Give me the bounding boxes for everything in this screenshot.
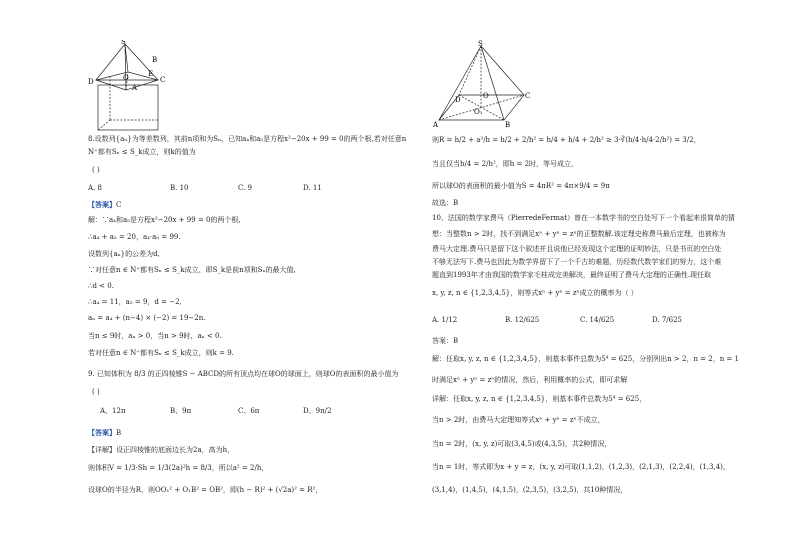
q10-stem-line: 不够无法写下.费马也因此为数学界留下了一个千古的难题，历经数代数学家们的努力，这个难: [432, 258, 722, 266]
q9-continued-line: 则R = h/2 + a²/h = h/2 + 2/h² = h/4 + h/4 + 2/h² ≥ 3·∛(h/4·h/4·2/h²) = 3/2，: [432, 136, 701, 144]
q8-option-d[interactable]: D. 11: [303, 184, 322, 192]
q9-option-c[interactable]: C、6π: [238, 407, 260, 415]
q8-answer: [88, 200, 121, 210]
q9-option-d[interactable]: D、9π/2: [303, 407, 332, 415]
q10-stem-line: 题直到1993年才由我国的数学家毛桂成完美解决，最终证明了费马大定理的正确性.现任取: [432, 271, 712, 279]
q8-solution-line: aₙ = a₄ + (n−4) × (−2) = 19−2n.: [88, 314, 206, 322]
q8-stem-line1: 8.设数列{aₙ}为等差数列，其前n项和为Sₙ，已知a₄和a₅是方程x²−20x + 99 = 0的两个根,若对任意n: [88, 135, 407, 143]
q9-option-b[interactable]: B、9π: [170, 407, 192, 415]
q10-solution-line: 时满足xⁿ + yⁿ = zⁿ的情况，然后，利用概率的公式，即可求解: [432, 376, 628, 384]
q10-option-c[interactable]: C. 14/625: [580, 316, 615, 324]
figure-label: S: [478, 40, 483, 48]
figure-label: O: [123, 74, 129, 82]
q9-solution-line: 则体积V = 1/3·Sh = 1/3(2a)²h = 8/3，所以a² = 2/h，: [88, 464, 269, 472]
figure-label: C: [525, 92, 531, 100]
q10-solution-line: (3,1,4)，(1,4,5)，(4,1,5)，(2,3,5)，(3,2,5)，共10种情况，: [432, 486, 628, 494]
answer-label: 【答案】: [88, 200, 116, 209]
figure-label: C: [160, 76, 166, 84]
q9-stem: 9. 已知体积为 8/3 的正四棱锥S − ABCD的所有顶点均在球O的球面上，则球O的表面积的最小值为: [88, 370, 399, 378]
q10-solution-line: 当n = 1时，等式即为x + y = z，(x, y, z)可取(1,1,2)，(1,2,3)，(2,1,3)，(2,2,4)，(1,3,4)，: [432, 463, 730, 471]
figure-label: A: [132, 84, 138, 92]
q10-stem-line: 10、法国的数学家费马（PierredeFermat）曾在一本数学书的空白处写下一个看起来很简单的猜: [432, 214, 736, 222]
figure-label: O: [483, 92, 489, 100]
q9-continued-line: 当且仅当h/4 = 2/h²，即h = 2时，等号成立，: [432, 160, 579, 168]
pyramid-on-cube-figure: [88, 40, 188, 132]
q10-solution-line: 详解：任取x, y, z, n ∈ {1,2,3,4,5}，则基本事件总数为5⁴ = 625，: [432, 395, 647, 403]
figure-label: E: [148, 70, 154, 78]
q10-solution-line: 当n > 2时，由费马大定理知等式xⁿ + yⁿ = zⁿ不成立，: [432, 416, 605, 424]
q10-stem-line: 想：当整数n > 2时，找不到满足xⁿ + yⁿ = zⁿ的正整数解.该定理史称费马最后定理，也被称为: [432, 230, 726, 238]
q9-continued-line: 所以球O的表面积的最小值为S = 4πR² = 4π×9/4 = 9π: [432, 182, 610, 190]
figure-label: B: [505, 121, 511, 128]
pyramid-in-sphere-figure: [429, 40, 549, 128]
figure-label: O₁: [474, 108, 483, 116]
q9-solution-line: 设球O的半径为R，则OO₁² + O₁B² = OB²，即(h − R)² + (√2a)² = R²，: [88, 486, 323, 494]
answer-value: B: [116, 429, 122, 437]
q8-option-b[interactable]: B. 10: [170, 184, 189, 192]
q10-option-b[interactable]: B. 12/625: [505, 316, 540, 324]
answer-label: 【答案】: [88, 428, 116, 437]
q8-solution-line: ∴a₄ + a₅ = 20，a₄·a₅ = 99.: [88, 233, 181, 241]
q8-solution-line: ∴a₄ = 11，a₅ = 9，d = −2,: [88, 298, 182, 306]
answer-value: C: [116, 201, 122, 209]
q8-option-c[interactable]: C. 9: [238, 184, 253, 192]
figure-label: D: [455, 96, 461, 104]
figure-label: A: [433, 121, 439, 128]
figure-label: D: [88, 78, 94, 86]
q9-answer: [88, 428, 121, 438]
q8-solution-line: ∴d < 0.: [88, 282, 114, 290]
q8-solution-line: 当n ≤ 9时，aₙ > 0，当n > 9时，aₙ < 0.: [88, 332, 222, 340]
figure-label: B: [152, 56, 158, 64]
q10-stem-line: x, y, z, n ∈ {1,2,3,4,5}，则等式xⁿ + yⁿ = zⁿ成立的概率为（ ）: [432, 289, 638, 297]
q10-stem-line: 费马大定理.费马只是留下这个叙述并且说他已经发现这个定理的证明妙法，只是书页的空白处: [432, 245, 722, 253]
q9-option-a[interactable]: A、12π: [100, 407, 126, 415]
q8-solution-line: ∵对任意n ∈ N⁺都有Sₙ ≤ S_k成立，即S_k是前n项和Sₙ的最大值,: [88, 266, 296, 274]
q8-paren: ( ): [92, 166, 100, 174]
q9-paren: ( ): [92, 388, 100, 396]
q10-answer: 答案：B: [432, 337, 459, 345]
q8-stem-line2: N⁺都有Sₙ ≤ S_k成立，则k的值为: [88, 148, 196, 156]
q9-continued-line: 故选：B: [432, 199, 459, 207]
q10-solution-line: 解：任取x, y, z, n ∈ {1,2,3,4,5}，则基本事件总数为5⁴ = 625，分别列出n > 2，n = 2，n = 1: [432, 355, 739, 363]
q8-option-a[interactable]: A. 8: [88, 184, 102, 192]
q10-option-d[interactable]: D. 7/625: [652, 316, 682, 324]
q10-solution-line: 当n = 2时，(x, y, z)可取(3,4,5)或(4,3,5)，共2种情况，: [432, 440, 612, 448]
figure-label: S: [121, 40, 126, 46]
q9-solution-line: 【详解】设正四棱锥的底面边长为2a，高为h，: [88, 446, 235, 454]
q8-solution-line: 设数列{aₙ}的公差为d,: [88, 250, 160, 258]
q8-solution-line: 若对任意n ∈ N⁺都有Sₙ ≤ S_k成立，则k = 9.: [88, 349, 234, 357]
q10-option-a[interactable]: A. 1/12: [432, 316, 458, 324]
q8-solution-line: 解：∵a₄和a₅是方程x²−20x + 99 = 0的两个根,: [88, 216, 241, 224]
